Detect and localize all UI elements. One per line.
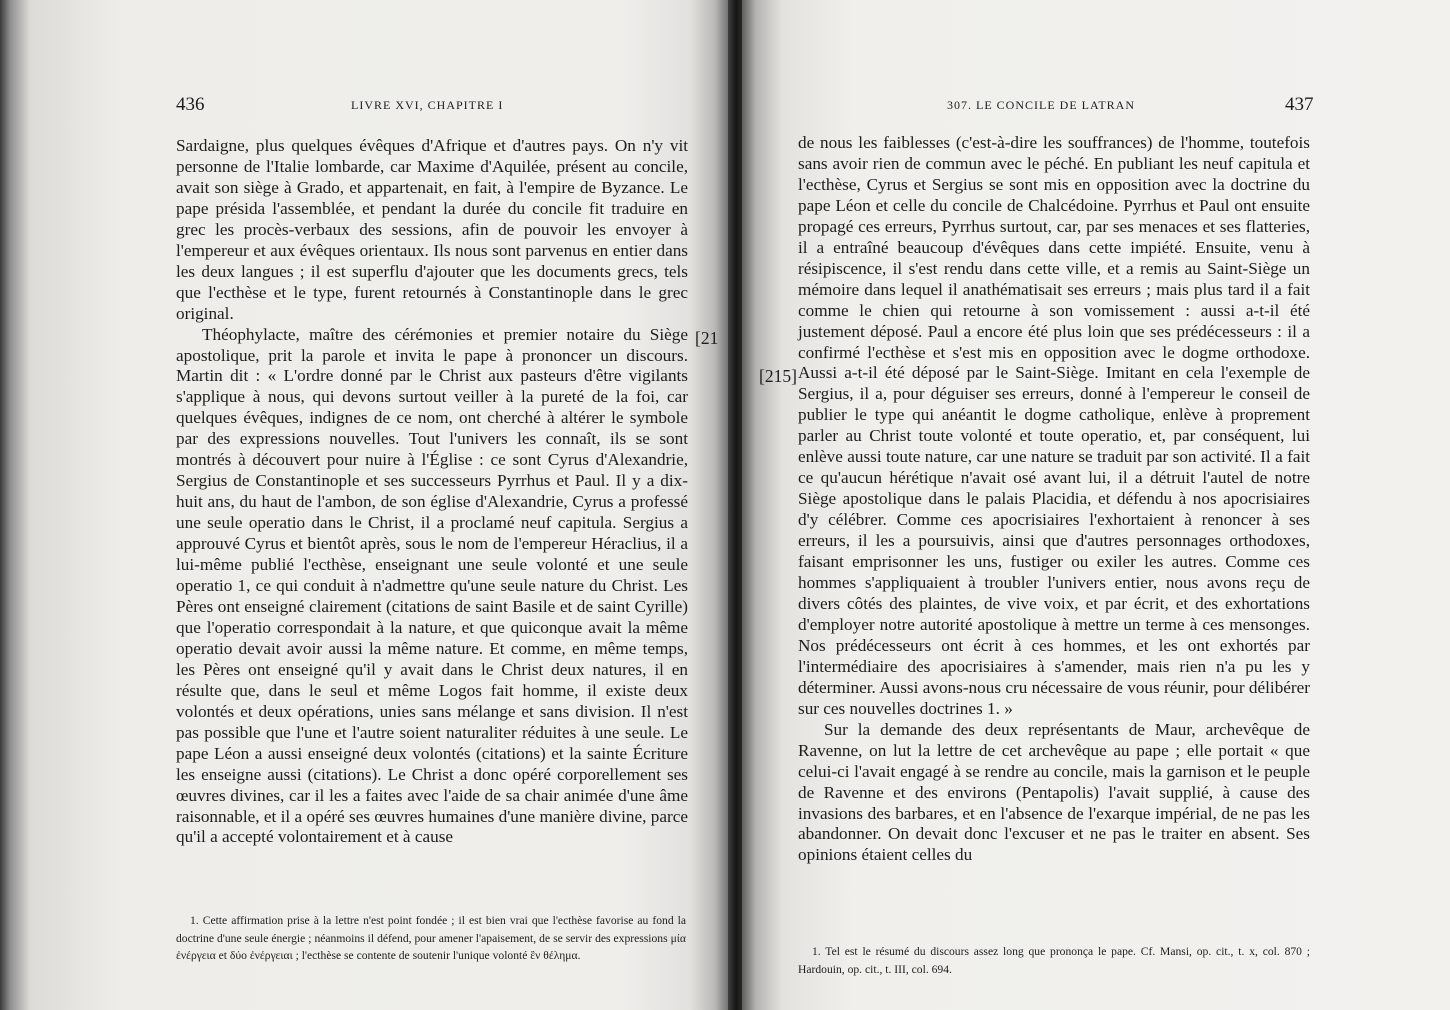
running-head: 307. LE CONCILE DE LATRAN xyxy=(947,98,1135,112)
page-number: 436 xyxy=(176,94,205,115)
paragraph: Sur la demande des deux représentants de Maur, archevêque de Ravenne, on lut la lettre de cet archevêque au pape ; elle portait « que celui-ci l'avait engagé à se rendre au concile, mais la garnison et le peuple de Ravenne et des environs (Pentapolis) l'avait supplié, à cause des invasions des barbares, et en l'absence de l'exarque impérial, de ne pas les abandonner. On devait donc l'excuser et ne pas le traiter en absent. Ses opinions étaient celles du xyxy=(798,719,1310,865)
paragraph: de nous les faiblesses (c'est-à-dire les souffrances) de l'homme, toutefois sans avoir rien de commun avec le péché. En publiant les neuf capitula et l'ecthèse, Cyrus et Sergius se sont mis en opposition avec la doctrine du pape Léon et celle du concile de Chalcédoine. Pyrrhus et Paul ont ensuite propagé ces erreurs, Pyrrhus surtout, car, par ses menaces et ses flatteries, il a entraîné beaucoup d'évêques dans cette impiété. Ensuite, venu à résipiscence, il s'est rendu dans cette ville, et a remis au Saint-Siège un mémoire dans lequel il anathématisait ses erreurs ; mais plus tard il a fait comme le chien qui retourne à son vomissement : aussi a-t-il été justement déposé. Paul a encore été plus loin que ses prédécesseurs : il a confirmé l'ecthèse et s'est mis en opposition avec le dogme orthodoxe. Aussi a-t-il été déposé par le Saint-Siège. Imitant en cela l'exemple de Sergius, il a, pour déguiser ses erreurs, donné à l'empereur le conseil de publier le type qui anéantit le dogme catholique, enlève à proprement parler au Christ toute volonté et toute operatio, et, par conséquent, lui enlève aussi toute nature, car une nature se traduit par son activité. Il a fait ce qu'aucun hérétique n'avait osé avant lui, il a détruit l'autel de notre Siège apostolique dans le palais Placidia, et défendu à nos apocrisiaires d'y célébrer. Comme ces apocrisiaires l'exhortaient à renoncer à ses erreurs, il les a poursuivis, ainsi que d'autres personnages orthodoxes, faisant emprisonner les uns, fustiger ou exiler les autres. Comme ces hommes s'appliquaient à troubler l'univers entier, nous avons reçu de divers côtés des plaintes, de vive voix, et par écrit, et des exhortations d'employer notre autorité apostolique à mettre un terme à ces mensonges. Nos prédécesseurs ont écrit à ces hommes, et les ont exhortés par l'intermédiaire des apocrisiaires à s'amender, mais rien n'a pu les y déterminer. Aussi avons-nous cru nécessaire de vous réunir, pour délibérer sur ces nouvelles doctrines 1. » xyxy=(798,133,1310,718)
page-number: 437 xyxy=(1285,94,1314,115)
margin-page-marker: [21 xyxy=(695,328,719,348)
footnote xyxy=(176,912,686,965)
paragraph: Théophylacte, maître des cérémonies et premier notaire du Siège apostolique, prit la parole et invita le pape à prononcer un discours. Martin dit : « L'ordre donné par le Christ aux pasteurs d'être vigilants s'applique à nous, qui devons surtout veiller à la pureté de la foi, car quelques évêques, indignes de ce nom, ont cherché à altérer le symbole par des expressions nouvelles. Tout l'univers les connaît, ils se sont montrés à découvert pour nuire à l'Église : ce sont Cyrus d'Alexandrie, Sergius de Constantinople et ses successeurs Pyrrhus et Paul. Il y a dix-huit ans, du haut de l'ambon, de son église d'Alexandrie, Cyrus a professé une seule operatio dans le Christ, il a proclamé neuf capitula. Sergius a approuvé Cyrus et bientôt après, sous le nom de l'empereur Héraclius, il a lui-même publié l'ecthèse, enseignant une seule volonté et une seule operatio 1, ce qui conduit à n'admettre qu'une seule nature du Christ. Les Pères ont enseigné clairement (citations de saint Basile et de saint Cyrille) que l'operatio correspondait à la nature, et que quiconque avait la même operatio devait avoir aussi la même nature. Et comme, en même temps, les Pères ont enseigné qu'il y avait dans le Christ deux natures, il en résulte que, dans le seul et même Logos fait homme, il existe deux volontés et deux opérations, unies sans mélange et sans division. Il n'est pas possible que l'une et l'autre soient naturaliter réduites à une seule. Le pape Léon a aussi enseigné deux volontés (citations) et la sainte Écriture les enseigne aussi (citations). Le Christ a donc opéré corporellement ses œuvres divines, car il les a faites avec l'aide de sa chair animée d'une âme raisonnable, et il a opéré ses œuvres humaines d'une manière divine, parce qu'il a accepté volontairement et à cause xyxy=(176,324,688,847)
footnote-text: 1. Tel est le résumé du discours assez long que prononça le pape. Cf. Mansi, op. cit., t. x, col. 870 ; Hardouin, op. cit., t. III, col. 694. xyxy=(798,945,1310,976)
body-text xyxy=(176,136,688,848)
body-text xyxy=(798,133,1310,866)
footnote-text: 1. Cette affirmation prise à la lettre n'est point fondée ; il est bien vrai que l'ecthèse favorise au fond la doctrine d'une seule énergie ; néanmoins il défend, pour amener l'apaisement, de se servir des expressions μία ἐνέργεια et δύο ἐνέργειαι ; l'ecthèse se contente de soutenir l'unique volonté ἓν θέλημα. xyxy=(176,914,686,963)
running-head: LIVRE XVI, CHAPITRE I xyxy=(351,98,504,112)
right-page xyxy=(742,0,1450,1010)
footnote xyxy=(798,943,1310,978)
margin-page-marker: [215] xyxy=(759,366,797,386)
paragraph: Sardaigne, plus quelques évêques d'Afrique et d'autres pays. On n'y vit personne de l'Italie lombarde, car Maxime d'Aquilée, présent au concile, avait son siège à Grado, et appartenait, en fait, à l'empire de Byzance. Le pape présida l'assemblée, et pendant la durée du concile fit traduire en grec les procès-verbaux des sessions, afin de pouvoir les envoyer à l'empereur et aux évêques orientaux. Ils nous sont parvenus en entier dans les deux langues ; il est superflu d'ajouter que les documents grecs, tels que l'ecthèse et le type, furent retournés à Constantinople dans le grec original. xyxy=(176,136,688,323)
